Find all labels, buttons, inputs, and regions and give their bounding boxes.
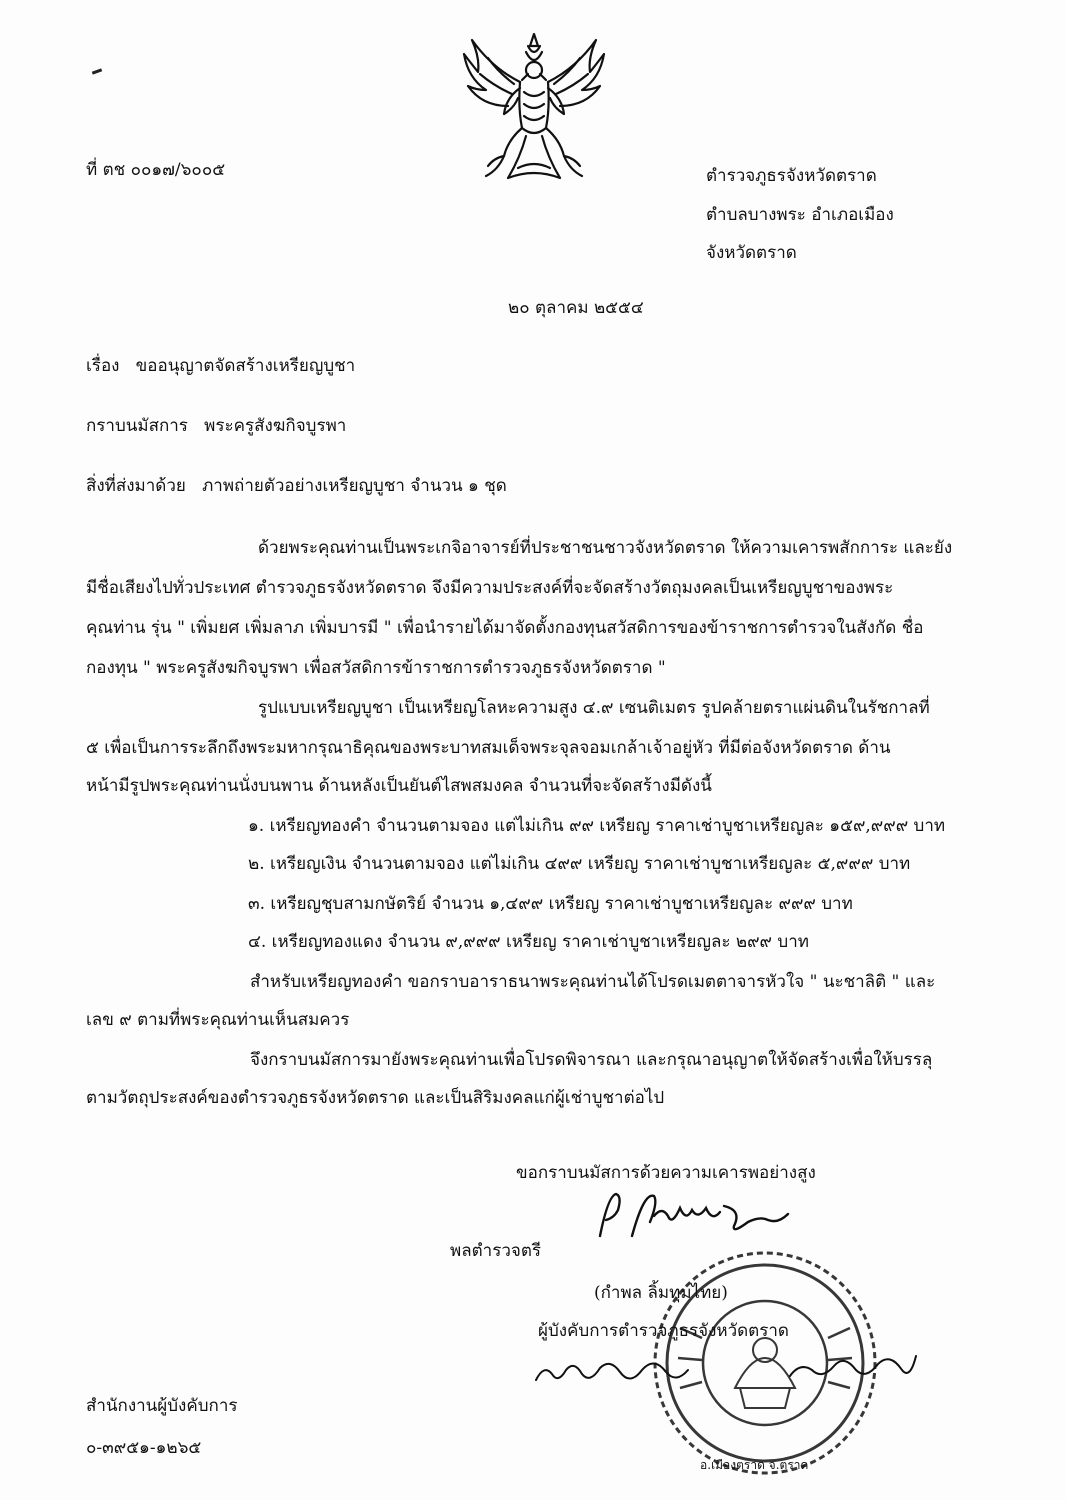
para3-line-1: สำหรับเหรียญทองคำ ขอกราบอาราธนาพระคุณท่านได้โปรดเมตตาจารหัวใจ " นะชาลิติ " และ xyxy=(250,972,936,992)
handwritten-note-icon xyxy=(530,1340,920,1394)
closing-salutation: ขอกราบนมัสการด้วยความเคารพอย่างสูง xyxy=(516,1163,816,1183)
signatory-name: (กำพล ลิ้มทุมไทย) xyxy=(594,1283,728,1303)
footer-phone: ๐-๓๙๕๑-๑๒๖๕ xyxy=(86,1438,202,1458)
signatory-rank: พลตำรวจตรี xyxy=(450,1241,542,1261)
para2-line-1: รูปแบบเหรียญบูชา เป็นเหรียญโลหะความสูง ๔.๙ เซนติเมตร รูปคล้ายตราแผ่นดินในรัชกาลที่ xyxy=(258,698,930,718)
scan-mark xyxy=(92,68,102,74)
para1-line-4: กองทุน " พระครูสังฆกิจบูรพา เพื่อสวัสดิการข้าราชการตำรวจภูธรจังหวัดตราด " xyxy=(86,658,666,678)
para1-line-3: คุณท่าน รุ่น " เพิ่มยศ เพิ่มลาภ เพิ่มบารมี " เพื่อนำรายได้มาจัดตั้งกองทุนสวัสดิการของข้าราชการตำรวจในสังกัด ชื่อ xyxy=(86,618,924,638)
seal-caption: อ.เมืองตราด จ.ตราด xyxy=(700,1458,809,1472)
enclosure-text: ภาพถ่ายตัวอย่างเหรียญบูชา จำนวน ๑ ชุด xyxy=(202,476,507,496)
list-item: ๓. เหรียญชุบสามกษัตริย์ จำนวน ๑,๔๙๙ เหรียญ ราคาเช่าบูชาเหรียญละ ๙๙๙ บาท xyxy=(248,894,853,914)
signatory-title: ผู้บังคับการตำรวจภูธรจังหวัดตราด xyxy=(538,1321,789,1341)
para1-line-2: มีชื่อเสียงไปทั่วประเทศ ตำรวจภูธรจังหวัดตราด จึงมีความประสงค์ที่จะจัดสร้างวัตถุมงคลเป็นเหรียญบูชาของพระ xyxy=(86,578,894,598)
subject-line xyxy=(86,358,355,375)
enclosure-line xyxy=(86,478,507,495)
para2-line-2: ๕ เพื่อเป็นการระลึกถึงพระมหากรุณาธิคุณของพระบาทสมเด็จพระจุลจอมเกล้าเจ้าอยู่หัว ที่มีต่อจังหวัดตราด ด้าน xyxy=(86,738,891,758)
para4-line-2: ตามวัตถุประสงค์ของตำรวจภูธรจังหวัดตราด และเป็นสิริมงคลแก่ผู้เช่าบูชาต่อไป xyxy=(86,1088,665,1108)
reference-number: ที่ ตช ๐๐๑๗/๖๐๐๕ xyxy=(86,160,226,180)
list-item: ๒. เหรียญเงิน จำนวนตามจอง แต่ไม่เกิน ๔๙๙ เหรียญ ราคาเช่าบูชาเหรียญละ ๕,๙๙๙ บาท xyxy=(248,854,911,874)
para4-line-1: จึงกราบนมัสการมายังพระคุณท่านเพื่อโปรดพิจารณา และกรุณาอนุญาตให้จัดสร้างเพื่อให้บรรลุ xyxy=(250,1050,933,1070)
para2-line-3: หน้ามีรูปพระคุณท่านนั่งบนพาน ด้านหลังเป็นยันต์ไสพสมงคล จำนวนที่จะจัดสร้างมีดังนี้ xyxy=(86,776,712,796)
org-line-2: ตำบลบางพระ อำเภอเมือง xyxy=(706,205,894,225)
addressee-text: พระครูสังฆกิจบูรพา xyxy=(204,416,347,436)
subject-text: ขออนุญาตจัดสร้างเหรียญบูชา xyxy=(135,356,356,376)
list-item: ๔. เหรียญทองแดง จำนวน ๙,๙๙๙ เหรียญ ราคาเช่าบูชาเหรียญละ ๒๙๙ บาท xyxy=(248,932,809,952)
para1-line-1: ด้วยพระคุณท่านเป็นพระเกจิอาจารย์ที่ประชาชนชาวจังหวัดตราด ให้ความเคารพสักการะ และยัง xyxy=(258,538,953,558)
subject-label: เรื่อง xyxy=(86,356,120,376)
handwritten-signature-icon xyxy=(592,1186,802,1246)
list-item: ๑. เหรียญทองคำ จำนวนตามจอง แต่ไม่เกิน ๙๙ เหรียญ ราคาเช่าบูชาเหรียญละ ๑๕๙,๙๙๙ บาท xyxy=(248,816,946,836)
org-line-3: จังหวัดตราด xyxy=(706,243,797,263)
org-line-1: ตำรวจภูธรจังหวัดตราด xyxy=(706,166,877,186)
addressee-line xyxy=(86,418,346,435)
garuda-emblem-icon xyxy=(458,28,610,188)
para3-line-2: เลข ๙ ตามที่พระคุณท่านเห็นสมควร xyxy=(86,1010,350,1030)
footer-office: สำนักงานผู้บังคับการ xyxy=(86,1396,238,1416)
enclosure-label: สิ่งที่ส่งมาด้วย xyxy=(86,476,186,496)
letter-date: ๒๐ ตุลาคม ๒๕๕๔ xyxy=(508,298,644,318)
addressee-label: กราบนมัสการ xyxy=(86,416,188,436)
